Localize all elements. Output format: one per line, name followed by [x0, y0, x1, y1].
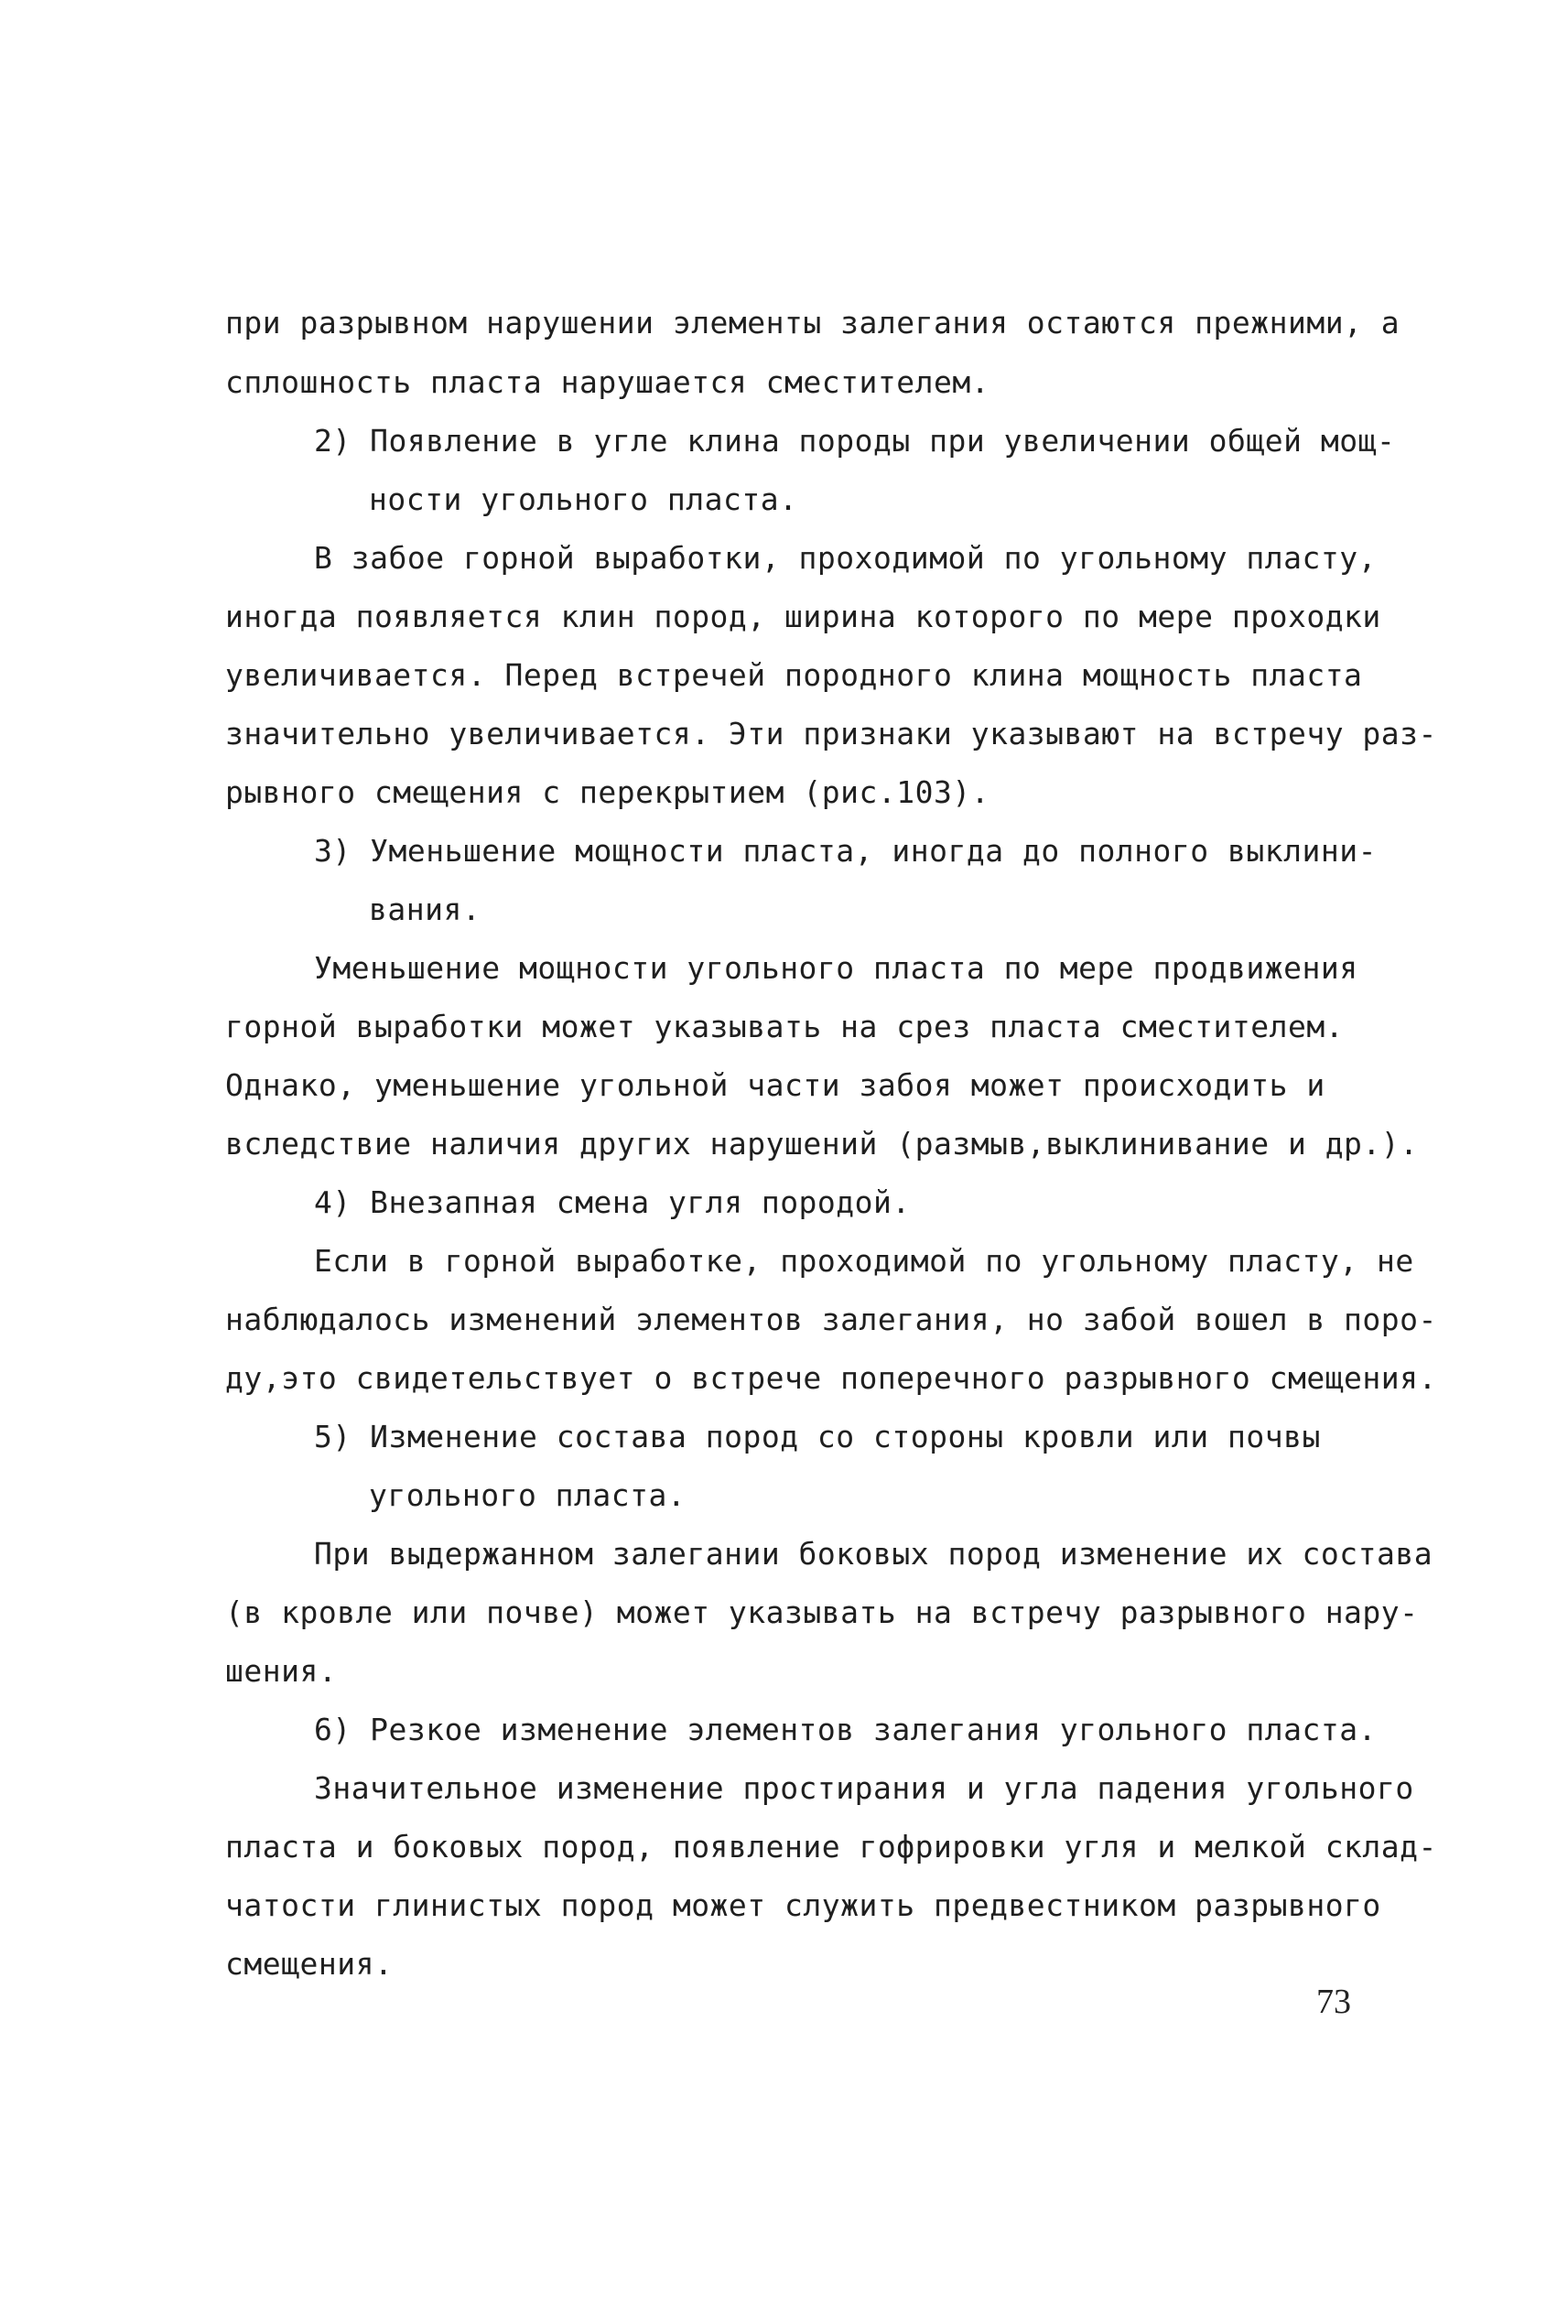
- list-item-line: 3) Уменьшение мощности пласта, иногда до полного выклини-: [314, 833, 1377, 869]
- text-line: горной выработки может указывать на срез пласта сместителем.: [225, 1009, 1345, 1044]
- text-line: шения.: [225, 1653, 338, 1689]
- paragraph-first-line: Если в горной выработке, проходимой по угольному пласту, не: [314, 1243, 1414, 1279]
- text-line: наблюдалось изменений элементов залегания, но забой вошел в поро-: [225, 1302, 1437, 1337]
- paragraph-first-line: Уменьшение мощности угольного пласта по мере продвижения: [314, 950, 1358, 986]
- text-line: пласта и боковых пород, появление гофрировки угля и мелкой склад-: [225, 1829, 1437, 1865]
- text-line: значительно увеличивается. Эти признаки указывают на встречу раз-: [225, 716, 1437, 751]
- list-item-line: угольного пласта.: [369, 1477, 687, 1513]
- text-line: Однако, уменьшение угольной части забоя может происходить и: [225, 1067, 1325, 1103]
- text-line: сплошность пласта нарушается сместителем.: [225, 364, 990, 400]
- text-line: при разрывном нарушении элементы залегания остаются прежними, а: [225, 305, 1400, 340]
- text-line: иногда появляется клин пород, ширина которого по мере проходки: [225, 599, 1381, 634]
- text-line: чатости глинистых пород может служить предвестником разрывного: [225, 1887, 1381, 1923]
- list-item-line: 4) Внезапная смена угля породой.: [314, 1184, 911, 1220]
- text-line: рывного смещения с перекрытием (рис.103).: [225, 774, 990, 810]
- list-item-line: 5) Изменение состава пород со стороны кровли или почвы: [314, 1419, 1321, 1454]
- paragraph-first-line: При выдержанном залегании боковых пород изменение их состава: [314, 1536, 1433, 1572]
- paragraph-first-line: В забое горной выработки, проходимой по угольному пласту,: [314, 540, 1377, 576]
- list-item-line: ности угольного пласта.: [369, 481, 798, 517]
- text-line: ду,это свидетельствует о встрече поперечного разрывного смещения.: [225, 1360, 1437, 1396]
- list-item-line: 2) Появление в угле клина породы при увеличении общей мощ-: [314, 423, 1396, 459]
- list-item-line: 6) Резкое изменение элементов залегания угольного пласта.: [314, 1712, 1377, 1747]
- text-line: смещения.: [225, 1946, 394, 1982]
- text-line: увеличивается. Перед встречей породного клина мощность пласта: [225, 657, 1363, 693]
- page-number: 73: [1316, 1983, 1351, 2021]
- text-line: вследствие наличия других нарушений (размыв,выклинивание и др.).: [225, 1126, 1419, 1162]
- text-line: (в кровле или почве) может указывать на встречу разрывного нару-: [225, 1594, 1419, 1630]
- paragraph-first-line: Значительное изменение простирания и угла падения угольного: [314, 1770, 1414, 1806]
- list-item-line: вания.: [369, 892, 481, 927]
